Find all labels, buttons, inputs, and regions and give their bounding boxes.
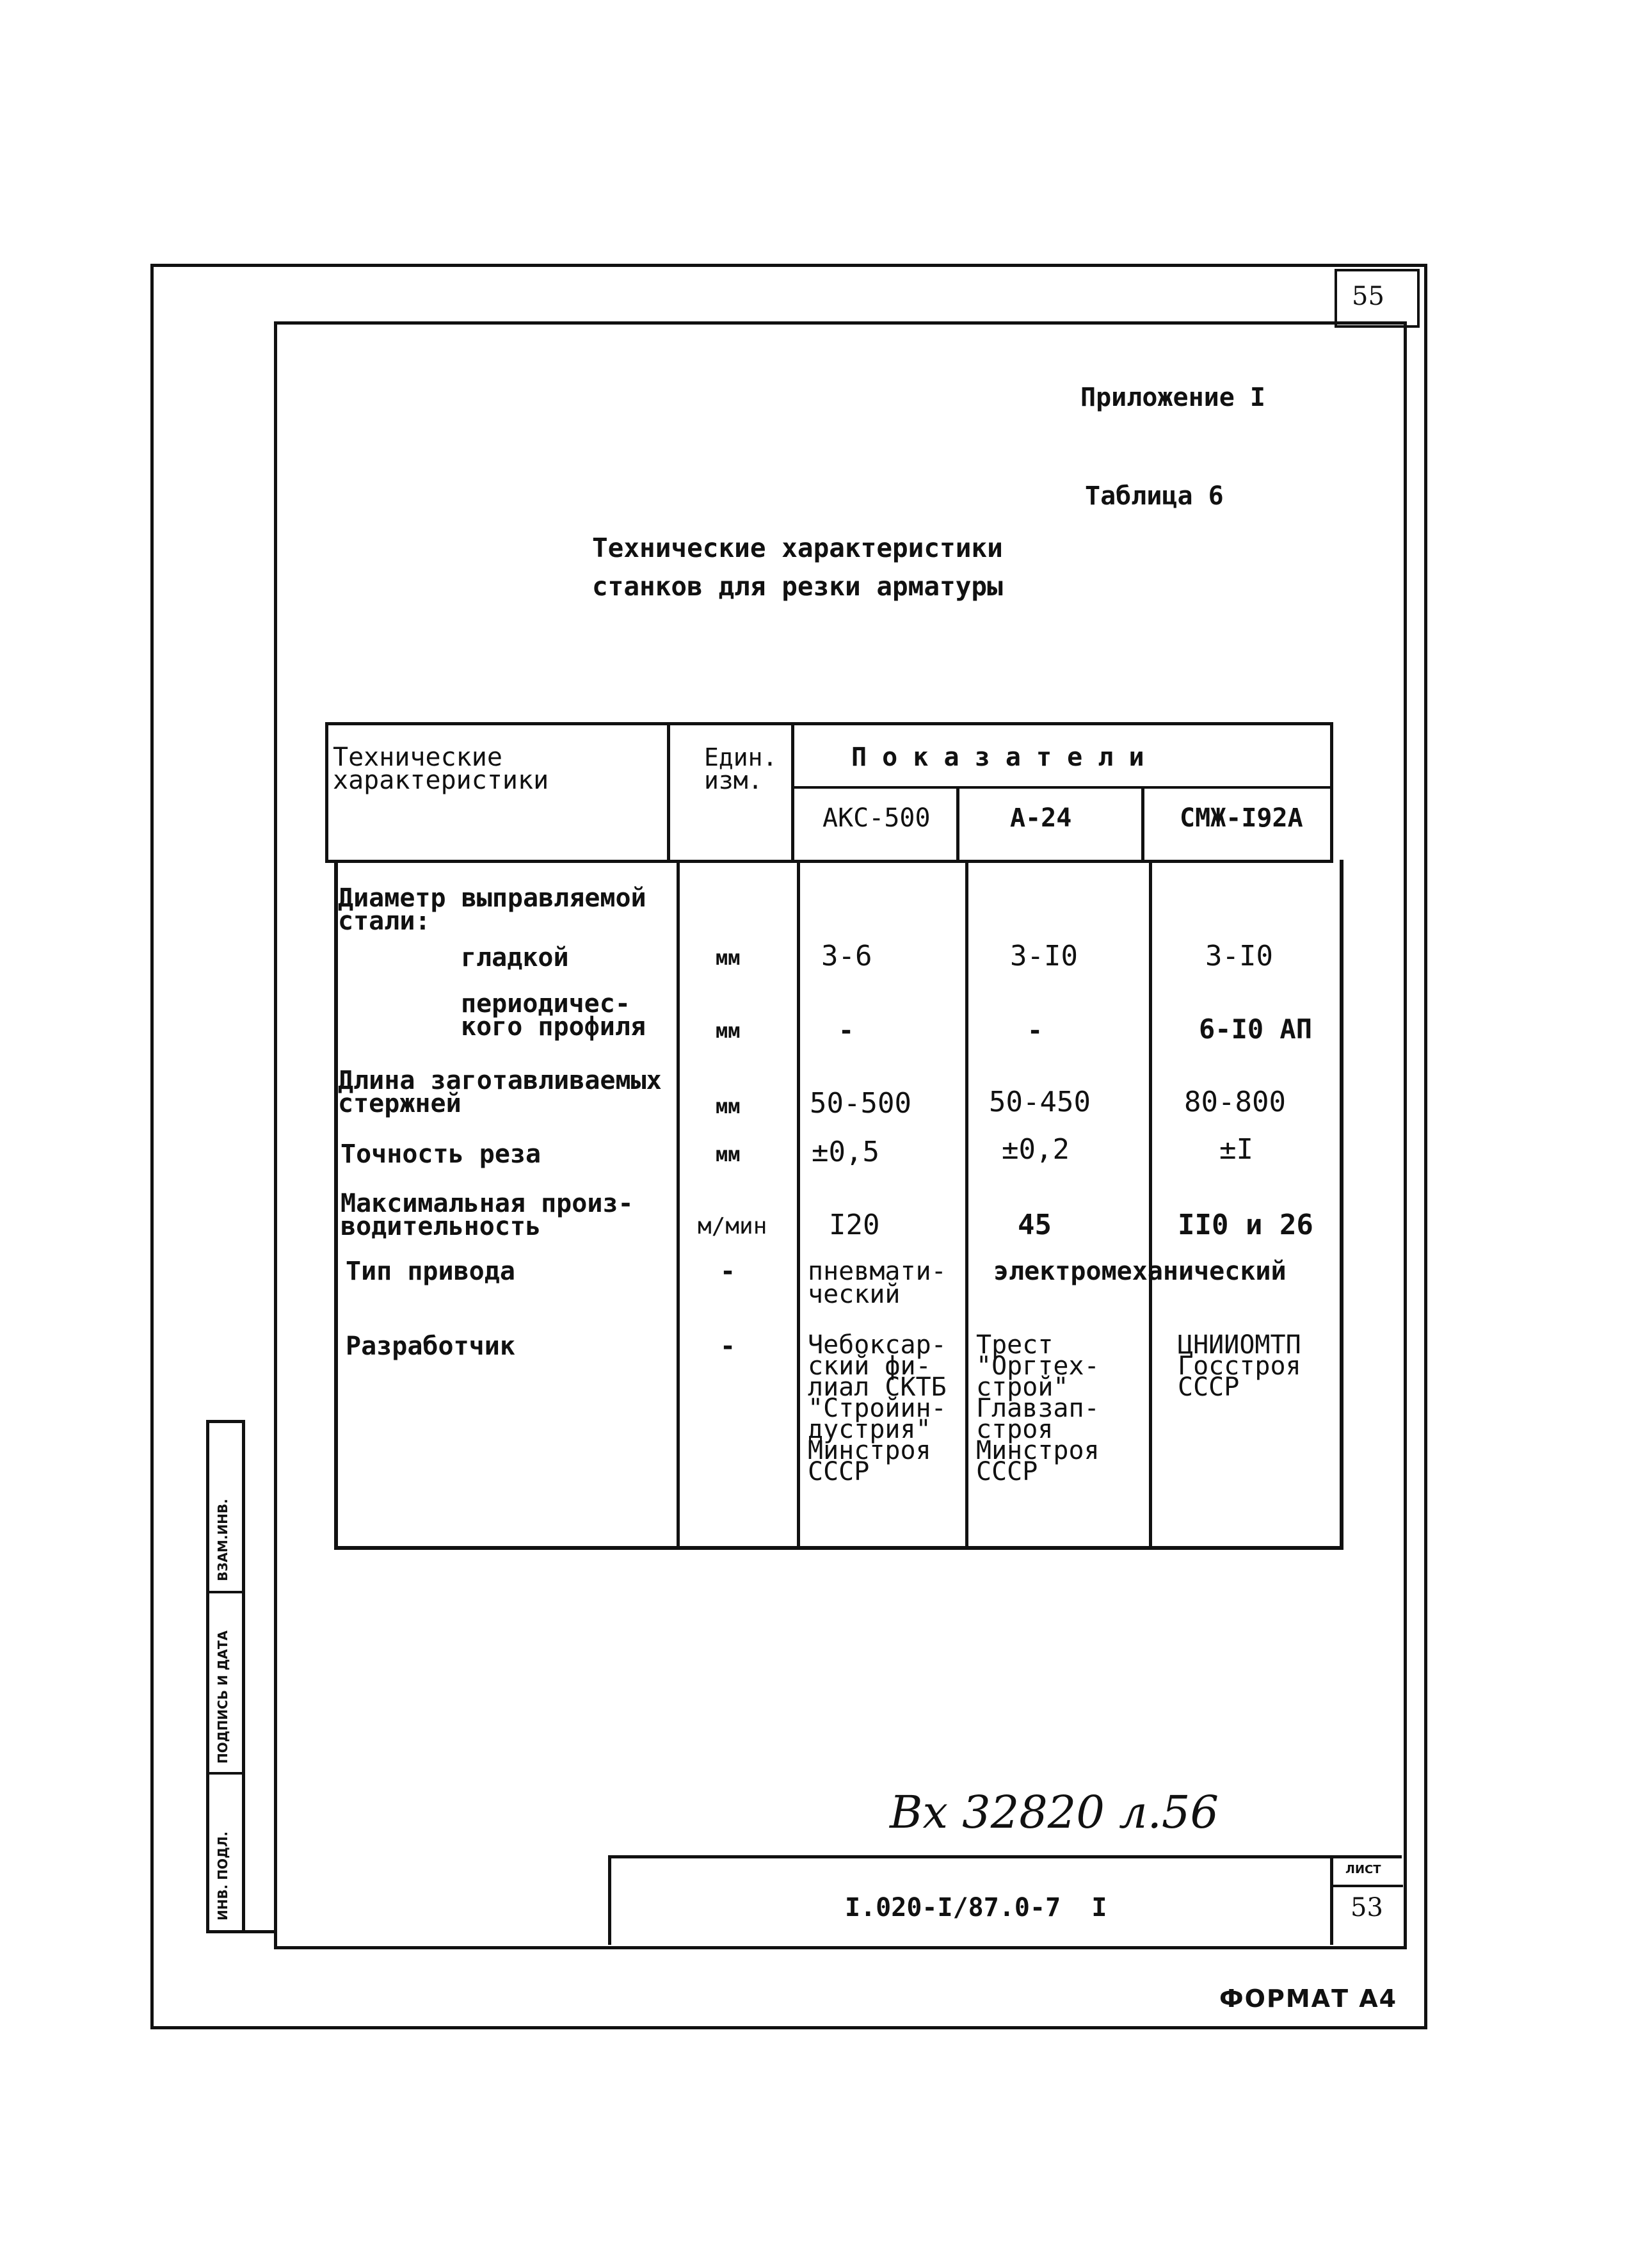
row-accuracy-label: Точность реза <box>341 1140 541 1169</box>
row-periodic-val-3: 6-I0 АП <box>1199 1013 1313 1045</box>
row-length-val-3: 80-800 <box>1184 1086 1286 1118</box>
row-smooth-val-2: 3-I0 <box>1010 940 1078 972</box>
document-title-line1: Технические характеристики <box>592 533 1003 563</box>
sheet-number: 53 <box>1351 1893 1383 1922</box>
appendix-label: Приложение I <box>1080 383 1265 412</box>
header-model-3: СМЖ-I92А <box>1180 803 1303 833</box>
row-productivity-label: Максимальная произ- водительность <box>341 1189 634 1241</box>
row-accuracy-val-3: ±I <box>1219 1133 1253 1166</box>
row-length-unit: мм <box>716 1094 741 1118</box>
row-developer-val-3: ЦНИИОМТП Госстроя СССР <box>1178 1330 1301 1402</box>
stamp-replaced-inventory: ВЗАМ.ИНВ. <box>215 1499 230 1581</box>
row-smooth-unit: мм <box>716 946 741 970</box>
stamp-signature-date: ПОДПИСЬ И ДАТА <box>215 1630 230 1764</box>
row-developer-unit: - <box>720 1332 736 1361</box>
row-developer-val-2: Трест "Оргтех- строй" Главзап- строя Минстроя СССР <box>976 1330 1100 1486</box>
row-smooth-label: гладкой <box>461 943 569 972</box>
stamp-original-inventory: ИНВ. ПОДЛ. <box>215 1831 230 1921</box>
table-label: Таблица 6 <box>1085 481 1224 511</box>
header-model-1: АКС-500 <box>822 803 931 833</box>
handwritten-note: Вх 32820 л.56 <box>890 1786 1219 1839</box>
row-productivity-unit: м/мин <box>698 1213 767 1239</box>
page-number: 55 <box>1352 282 1384 311</box>
row-periodic-val-1: - <box>838 1016 854 1045</box>
document-title-line2: станков для резки арматуры <box>592 571 1003 602</box>
header-indicators: П о к а з а т е л и <box>851 743 1144 772</box>
header-model-2: А-24 <box>1010 803 1072 833</box>
row-length-val-2: 50-450 <box>989 1086 1091 1118</box>
row-accuracy-val-1: ±0,5 <box>812 1136 879 1168</box>
row-developer-label: Разработчик <box>346 1332 515 1361</box>
row-accuracy-unit: мм <box>716 1142 741 1166</box>
row-length-val-1: 50-500 <box>810 1087 911 1120</box>
row-drive-val-2: электромеханический <box>993 1257 1287 1286</box>
row-length-label: Длина заготавливаемых стержней <box>338 1066 662 1118</box>
row-smooth-val-1: 3-6 <box>821 940 872 972</box>
row-drive-label: Тип привода <box>346 1257 515 1286</box>
row-productivity-val-2: 45 <box>1018 1209 1052 1241</box>
row-developer-val-1: Чебоксар- ский фи- лиал СКТБ "Стройин- дустрия" Минстроя СССР <box>808 1330 947 1486</box>
row-productivity-val-3: II0 и 26 <box>1178 1209 1313 1241</box>
row-periodic-val-2: - <box>1027 1016 1043 1045</box>
row-periodic-unit: мм <box>716 1019 741 1043</box>
row-diameter-label: Диаметр выправляемой стали: <box>338 883 646 936</box>
format-label: ФОРМАТ А4 <box>1219 1985 1398 2013</box>
header-unit: Един. изм. <box>704 743 778 794</box>
row-productivity-val-1: I20 <box>829 1209 880 1241</box>
row-drive-unit: - <box>720 1257 736 1286</box>
row-accuracy-val-2: ±0,2 <box>1002 1133 1070 1166</box>
row-periodic-label: периодичес- кого профиля <box>461 989 646 1042</box>
header-characteristics: Технические характеристики <box>333 743 549 795</box>
document-code: I.020-I/87.0-7 I <box>845 1893 1107 1922</box>
sheet-label: ЛИСТ <box>1345 1863 1381 1876</box>
row-drive-val-1: пневмати- ческий <box>808 1257 947 1309</box>
row-smooth-val-3: 3-I0 <box>1205 940 1273 972</box>
